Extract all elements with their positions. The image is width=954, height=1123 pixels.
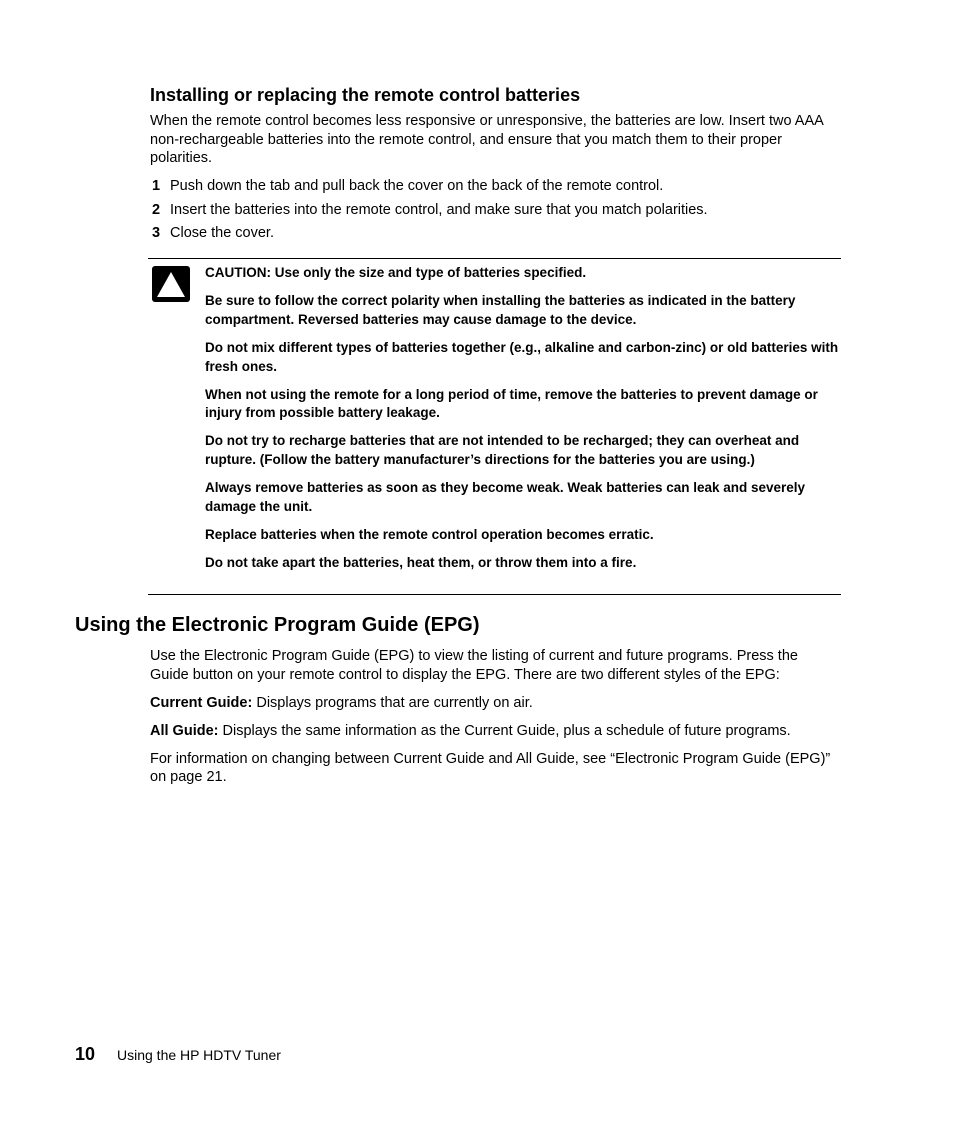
all-guide-description: Displays the same information as the Current Guide, plus a schedule of future programs. [218, 722, 791, 739]
section-heading-epg: Using the Electronic Program Guide (EPG) [75, 614, 480, 636]
battery-steps-list [150, 177, 830, 248]
caution-notes [205, 264, 845, 582]
page-number: 10 [75, 1044, 96, 1064]
chapter-title: Using the HP HDTV Tuner [117, 1047, 281, 1063]
caution-paragraph: Do not mix different types of batteries together (e.g., alkaline and carbon-zinc) or old batteries with fresh ones. [205, 339, 839, 374]
step-number: 1 [152, 178, 161, 194]
caution-paragraph: Do not take apart the batteries, heat them, or throw them into a fire. [205, 554, 637, 570]
all-guide-term: All Guide: [150, 722, 219, 739]
caution-paragraph: Replace batteries when the remote control operation becomes erratic. [205, 526, 654, 542]
caution-paragraph: When not using the remote for a long period of time, remove the batteries to prevent damage or injury from possible battery leakage. [205, 386, 818, 421]
list-item [150, 201, 830, 220]
epg-reference-paragraph: For information on changing between Current Guide and All Guide, see “Electronic Program Guide (EPG)” on page 21. [150, 750, 831, 785]
caution-box [148, 258, 841, 595]
step-text: Insert the batteries into the remote control, and make sure that you match polarities. [170, 201, 708, 218]
step-text: Close the cover. [170, 225, 274, 241]
current-guide-term: Current Guide: [150, 694, 253, 711]
caution-paragraph: Be sure to follow the correct polarity when installing the batteries as indicated in the battery compartment. Reversed batteries may cause damage to the device. [205, 292, 796, 327]
step-number: 2 [152, 201, 161, 218]
current-guide-description: Displays programs that are currently on air. [252, 694, 533, 711]
current-guide-paragraph [150, 694, 835, 713]
epg-section-body [150, 647, 835, 796]
list-item [150, 177, 830, 196]
caution-triangle-icon [152, 266, 190, 302]
caution-paragraph: Do not try to recharge batteries that are not intended to be recharged; they can overheat and rupture. (Follow the battery manufacturer’s directions for the batteries you are using.) [205, 433, 800, 468]
caution-paragraph: CAUTION: Use only the size and type of batteries specified. [205, 265, 587, 280]
step-number: 3 [152, 225, 161, 241]
all-guide-paragraph [150, 722, 835, 741]
batteries-intro-paragraph: When the remote control becomes less responsive or unresponsive, the batteries are low. Insert two AAA non-rechargeable batteries into the remote control, and ensure that you match them to their proper polarities. [150, 113, 823, 166]
epg-intro-paragraph: Use the Electronic Program Guide (EPG) to view the listing of current and future programs. Press the Guide button on your remote control to display the EPG. There are two different styles of the EPG: [150, 648, 798, 683]
section-heading-batteries: Installing or replacing the remote control batteries [150, 85, 581, 105]
list-item [150, 224, 830, 243]
step-text: Push down the tab and pull back the cover on the back of the remote control. [170, 178, 664, 194]
page-footer [75, 1044, 475, 1065]
caution-paragraph: Always remove batteries as soon as they become weak. Weak batteries can leak and severely damage the unit. [205, 480, 806, 514]
